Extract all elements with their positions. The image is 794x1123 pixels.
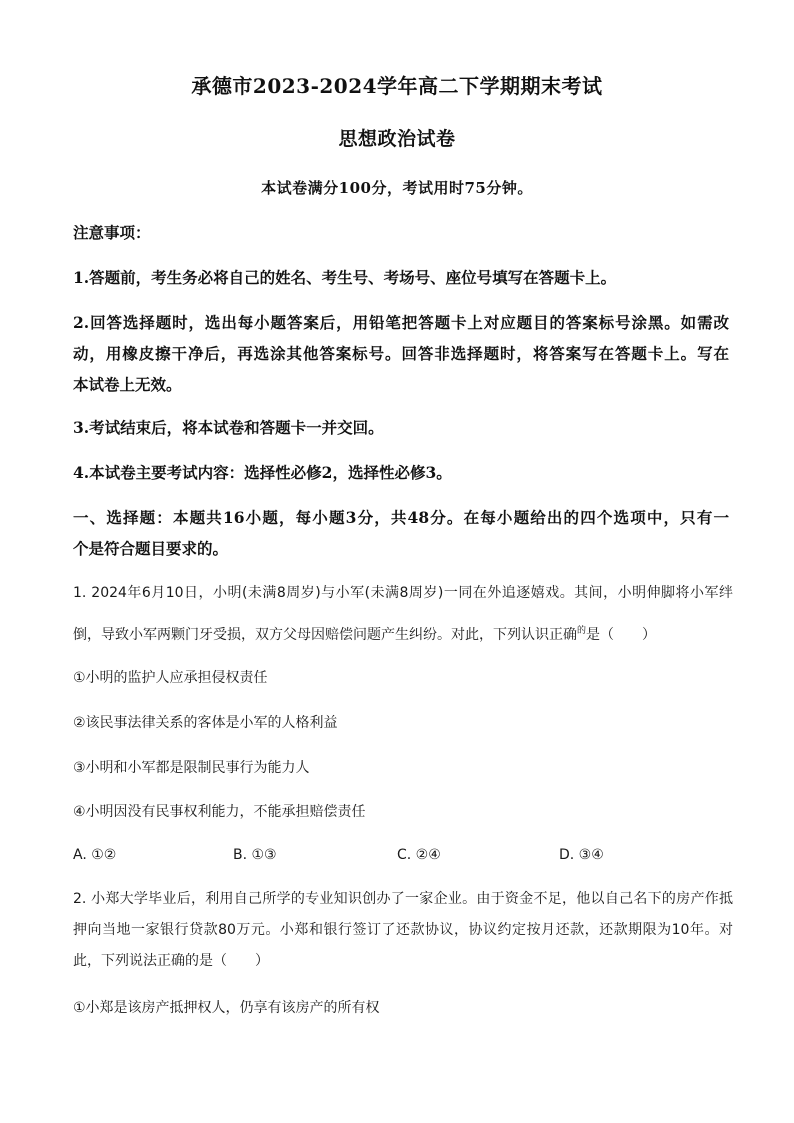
question-2-statement-1: ①小郑是该房产抵押权人，仍享有该房产的所有权: [73, 1000, 380, 1016]
question-1-option-c: C. ②④: [397, 847, 441, 863]
question-1-statement-2: ②该民事法律关系的客体是小军的人格利益: [73, 715, 338, 731]
question-1-option-d: D. ③④: [559, 847, 604, 863]
notice-item-2-line-2: 动，用橡皮擦干净后，再选涂其他答案标号。回答非选择题时，将答案写在答题卡上。写在: [73, 344, 729, 363]
question-2-stem-line-1: 2. 小郑大学毕业后，利用自己所学的专业知识创办了一家企业。由于资金不足，他以自己名下的房产作抵: [73, 891, 733, 907]
question-1-stem-line-1: 1. 2024年6月10日，小明(未满8周岁)与小军(未满8周岁)一同在外追逐嬉戏。其间，小明伸脚将小军绊: [73, 585, 733, 601]
notice-item-4: 4.本试卷主要考试内容：选择性必修2，选择性必修3。: [73, 463, 452, 482]
question-1-stem-line-2-part-a: 倒，导致小军两颗门牙受损，双方父母因赔偿问题产生纠纷。对此，下列认识正确: [73, 627, 577, 643]
question-1-option-a: A. ①②: [73, 847, 117, 863]
notice-heading: 注意事项：: [73, 223, 151, 242]
section-1-heading-line-2: 个是符合题目要求的。: [73, 539, 229, 558]
question-2-stem-line-2: 押向当地一家银行贷款80万元。小郑和银行签订了还款协议，协议约定按月还款，还款期限为10年。对: [73, 922, 733, 938]
exam-meta: 本试卷满分100分，考试用时75分钟。: [261, 179, 533, 197]
question-1-stem-line-2-part-b: 是（ ）: [586, 627, 657, 643]
question-1-statement-3: ③小明和小军都是限制民事行为能力人: [73, 760, 310, 776]
question-1-statement-4: ④小明因没有民事权利能力，不能承担赔偿责任: [73, 804, 366, 820]
section-1-heading-line-1: 一、选择题：本题共16小题，每小题3分，共48分。在每小题给出的四个选项中，只有一: [73, 508, 729, 527]
question-2-stem-line-3: 此，下列说法正确的是（ ）: [73, 953, 269, 969]
notice-item-3: 3.考试结束后，将本试卷和答题卡一并交回。: [73, 418, 384, 437]
exam-title: 承德市2023-2024学年高二下学期期末考试: [191, 74, 603, 98]
question-1-stem-line-2-sup: 的: [577, 626, 587, 636]
question-1-statement-1: ①小明的监护人应承担侵权责任: [73, 670, 268, 686]
notice-item-2-line-1: 2.回答选择题时，选出每小题答案后，用铅笔把答题卡上对应题目的答案标号涂黑。如需改: [73, 313, 729, 332]
notice-item-1: 1.答题前，考生务必将自己的姓名、考生号、考场号、座位号填写在答题卡上。: [73, 268, 617, 287]
question-1-stem-line-2: [73, 616, 733, 650]
question-1-option-b: B. ①③: [233, 847, 277, 863]
exam-subject: 思想政治试卷: [338, 128, 456, 150]
notice-item-2-line-3: 本试卷上无效。: [73, 375, 182, 394]
